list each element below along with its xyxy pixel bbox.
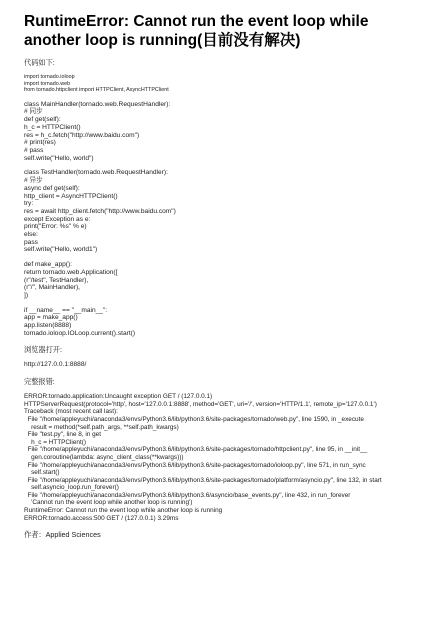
code-line: h_c = HTTPClient() bbox=[24, 123, 81, 131]
code-line: 'Cannot run the event loop while another loop is running') bbox=[24, 499, 193, 507]
code-line: # 异步 bbox=[24, 177, 43, 185]
code-line: File "/home/appleyuchi/anaconda3/envs/Python3.6/lib/python3.6/site-packages/tornado/httpclient.py", line 95, in __init__ bbox=[24, 446, 368, 454]
code-line: ERROR:tornado.access:500 GET / (127.0.0.1) 3.29ms bbox=[24, 514, 179, 522]
code-line: http_client = AsyncHTTPClient() bbox=[24, 192, 118, 200]
code-line: res = h_c.fetch("http://www.baidu.com") bbox=[24, 131, 140, 139]
code-line: import tornado.web bbox=[24, 80, 71, 87]
code-test-handler bbox=[24, 169, 420, 254]
document-page bbox=[24, 12, 420, 539]
code-line: File "test.py", line 8, in get bbox=[24, 431, 102, 439]
code-line: print("Error: %s" % e) bbox=[24, 223, 87, 231]
code-line: File "/home/appleyuchi/anaconda3/envs/Python3.6/lib/python3.6/site-packages/tornado/ioloop.py", line 571, in run_sync bbox=[24, 461, 366, 469]
code-line: pass bbox=[24, 238, 38, 246]
code-label: 代码如下: bbox=[24, 58, 55, 67]
code-line: File "/home/appleyuchi/anaconda3/envs/Python3.6/lib/python3.6/site-packages/tornado/platform/asyncio.py", line 132, in start bbox=[24, 476, 382, 484]
code-line: def get(self): bbox=[24, 116, 61, 124]
code-line: File "/home/appleyuchi/anaconda3/envs/Python3.6/lib/python3.6/asyncio/base_events.py", line 432, in run_forever bbox=[24, 491, 351, 499]
code-line: Traceback (most recent call last): bbox=[24, 408, 118, 416]
author-line: 作者：Applied Sciences bbox=[24, 530, 101, 540]
code-line: app.listen(8888) bbox=[24, 322, 72, 330]
code-line: def make_app(): bbox=[24, 261, 73, 269]
code-line: else: bbox=[24, 231, 38, 239]
code-line: # 同步 bbox=[24, 108, 43, 116]
code-line: (r"/", MainHandler), bbox=[24, 284, 80, 292]
code-imports bbox=[24, 74, 420, 94]
code-line: except Exception as e: bbox=[24, 215, 91, 223]
code-line: HTTPServerRequest(protocol='http', host='127.0.0.1:8888', method='GET', uri='/', version='HTTP/1.1', remote_ip='127.0.0.1') bbox=[24, 400, 377, 408]
code-line: import tornado.ioloop bbox=[24, 74, 75, 80]
code-line: RuntimeError: Cannot run the event loop while another loop is running bbox=[24, 507, 223, 515]
code-line: ]) bbox=[24, 291, 29, 299]
code-line: # pass bbox=[24, 147, 44, 154]
code-line: self.start() bbox=[24, 469, 60, 477]
code-line: res = await http_client.fetch("http://www.baidu.com") bbox=[24, 207, 176, 215]
code-line: self.write("Hello, world") bbox=[24, 154, 94, 162]
code-line: class TestHandler(tornado.web.RequestHandler): bbox=[24, 169, 168, 177]
code-line: File "/home/appleyuchi/anaconda3/envs/Python3.6/lib/python3.6/site-packages/tornado/web.py", line 1590, in _execute bbox=[24, 415, 364, 423]
code-line: if __name__ == "__main__": bbox=[24, 306, 108, 314]
code-line: self.write("Hello, world1") bbox=[24, 246, 98, 254]
code-line: try: bbox=[24, 200, 34, 208]
browser-label: 浏览器打开: bbox=[24, 345, 62, 355]
traceback-block bbox=[24, 393, 420, 522]
code-line: self.asyncio_loop.run_forever() bbox=[24, 484, 119, 492]
code-line: result = method(*self.path_args, **self.path_kwargs) bbox=[24, 423, 179, 431]
code-line: gen.coroutine(lambda: async_client_class(**kwargs))) bbox=[24, 453, 184, 461]
code-line: from tornado.httpclient import HTTPClient, AsyncHTTPClient bbox=[24, 87, 169, 94]
error-label: 完整报错: bbox=[24, 377, 55, 387]
code-line: (r"/test", TestHandler), bbox=[24, 276, 89, 284]
code-make-app bbox=[24, 261, 420, 300]
code-line: tornado.ioloop.IOLoop.current().start() bbox=[24, 329, 136, 337]
browser-url: http://127.0.0.1:8888/ bbox=[24, 361, 87, 369]
page-title: RuntimeError: Cannot run the event loop while another loop is running(目前没有解决) bbox=[24, 13, 369, 49]
code-main-block bbox=[24, 307, 420, 338]
code-line: # print(res) bbox=[24, 139, 56, 147]
code-line: async def get(self): bbox=[24, 184, 80, 192]
code-line: app = make_app() bbox=[24, 314, 78, 322]
code-line: h_c = HTTPClient() bbox=[24, 438, 86, 446]
code-line: class MainHandler(tornado.web.RequestHandler): bbox=[24, 100, 171, 108]
code-line: return tornado.web.Application([ bbox=[24, 268, 118, 276]
code-main-handler bbox=[24, 101, 420, 163]
code-line: ERROR:tornado.application:Uncaught exception GET / (127.0.0.1) bbox=[24, 393, 213, 401]
